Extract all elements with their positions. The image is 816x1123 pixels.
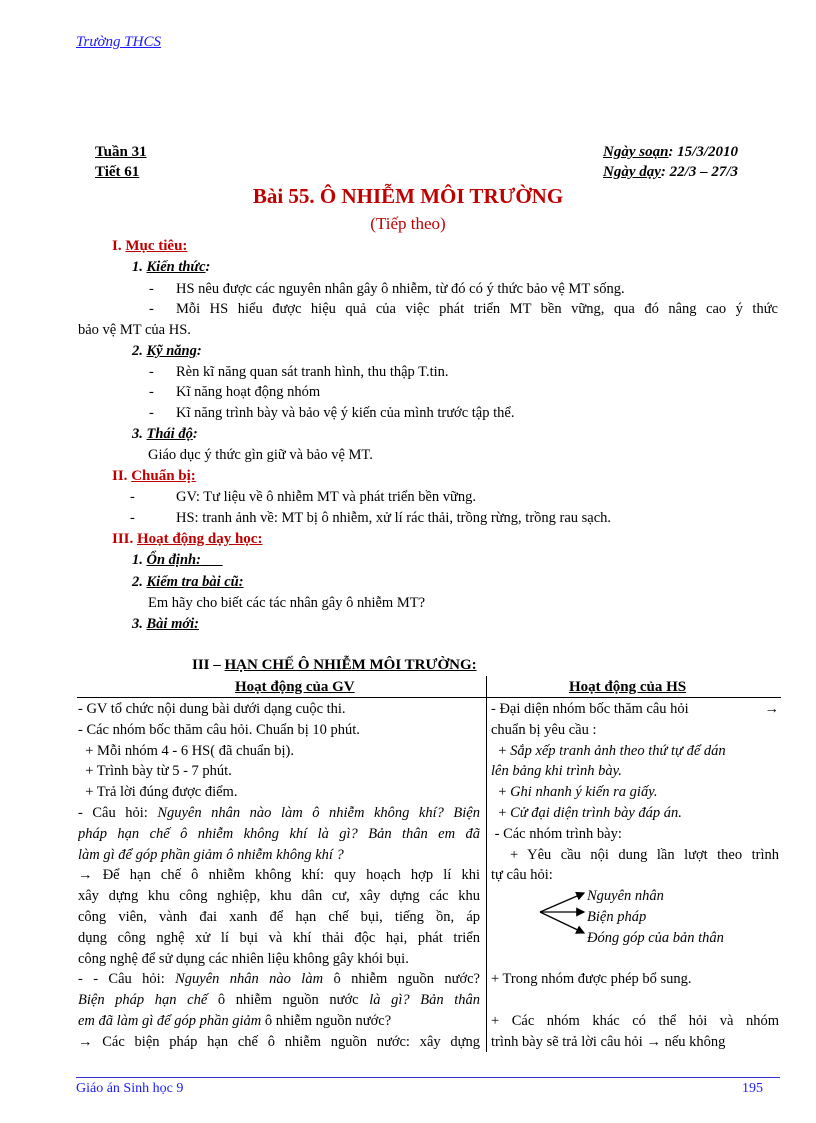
page-number: 195 bbox=[742, 1081, 763, 1096]
gv-line: + Trả lời đúng được điểm. bbox=[78, 784, 238, 801]
answer-text: Để hạn chế ô nhiễm không khí: quy hoạch hợp lí khi bbox=[102, 867, 480, 884]
branch-arrows-icon bbox=[536, 884, 596, 940]
part-label: HẠN CHẾ Ô NHIỄM MÔI TRƯỜNG: bbox=[224, 657, 477, 673]
section-2-heading bbox=[112, 468, 196, 485]
attitude-num: 3. bbox=[132, 426, 143, 442]
gv-answer-1-cont: công viên, vành đai xanh để hạn chế bụi, tiếng ồn, áp bbox=[78, 908, 480, 925]
dash-icon: - bbox=[149, 281, 154, 297]
question-text: Biện pháp hạn chế bbox=[78, 992, 218, 1009]
prep-item-2: HS: tranh ảnh về: MT bị ô nhiễm, xử lí rác thải, trồng rừng, trồng rau sạch. bbox=[176, 510, 612, 526]
prep-label: Ngày soạn bbox=[603, 144, 669, 160]
teach-label: Ngày dạy bbox=[603, 164, 661, 180]
hs-line bbox=[491, 782, 779, 803]
skills-num: 2. bbox=[132, 343, 143, 359]
new-lesson-label: Bài mới: bbox=[146, 616, 199, 632]
hs-line: + Các nhóm khác có thể hỏi và nhóm bbox=[491, 1012, 779, 1029]
knowledge-label: Kiến thức bbox=[146, 259, 206, 275]
arrow-contribution bbox=[540, 912, 584, 933]
table-header-hs: Hoạt động của HS bbox=[569, 679, 687, 695]
arrow-icon: → bbox=[764, 701, 779, 717]
question-prefix: - - Câu hỏi: bbox=[78, 971, 176, 988]
review-num: 2. bbox=[132, 574, 143, 590]
dash-icon: - bbox=[130, 510, 135, 526]
attitude-text: Giáo dục ý thức gìn giữ và bảo vệ MT. bbox=[148, 447, 373, 463]
footer-divider bbox=[76, 1077, 780, 1078]
knowledge-item-2: Mỗi HS hiểu được hiệu quả của việc phát triển MT bền vững, qua đó nâng cao ý thức bbox=[176, 301, 778, 317]
dash-icon: - bbox=[130, 489, 135, 505]
prep-date bbox=[603, 144, 738, 161]
dash-icon: - bbox=[149, 301, 154, 317]
week-label: Tuần 31 bbox=[95, 144, 147, 160]
section-3-num: III. bbox=[112, 531, 134, 547]
hs-branch-row bbox=[491, 928, 779, 949]
skills-label: Kỹ năng bbox=[146, 343, 197, 359]
footer-title: Giáo án Sinh học 9 bbox=[76, 1081, 184, 1096]
teach-date-value: : 22/3 – 27/3 bbox=[660, 164, 738, 180]
question-prefix: - Câu hỏi: bbox=[78, 804, 158, 821]
question-text: ô nhiễm nguồn nước bbox=[217, 992, 359, 1009]
skills-heading: 2. Kỹ năng: bbox=[132, 343, 202, 359]
hs-line: - Các nhóm trình bày: bbox=[491, 825, 622, 842]
hs-text: Sắp xếp tranh ảnh theo thứ tự để dán bbox=[510, 742, 726, 759]
prep-date-value: : 15/3/2010 bbox=[668, 144, 739, 160]
gv-answer-1-cont: dụng công nghệ xử lí bụi và khí thải độc hại, phát triển bbox=[78, 929, 480, 946]
skills-item-1: Rèn kĩ năng quan sát tranh hình, thu thập T.tin. bbox=[176, 364, 449, 380]
hs-line: chuẩn bị yêu cầu : bbox=[491, 721, 597, 738]
gv-line: - GV tổ chức nội dung bài dưới dạng cuộc thi. bbox=[78, 701, 346, 717]
plus-icon: + bbox=[498, 804, 507, 821]
hs-line bbox=[491, 990, 779, 1011]
gv-line: + Mỗi nhóm 4 - 6 HS( đã chuẩn bị). bbox=[78, 742, 294, 759]
hs-text: Ghi nhanh ý kiến ra giấy. bbox=[510, 784, 658, 801]
table-column-divider bbox=[486, 676, 487, 1052]
hs-line bbox=[491, 699, 779, 720]
gv-question-2 bbox=[78, 969, 480, 990]
hs-text: - Đại diện nhóm bốc thăm câu hỏi bbox=[491, 701, 689, 717]
gv-question-1-cont: làm gì để góp phần giảm ô nhiễm không khí ? bbox=[78, 846, 344, 863]
question-text: ô nhiễm nguồn nước? bbox=[264, 1012, 392, 1029]
review-label: Kiểm tra bài cũ: bbox=[146, 574, 244, 590]
question-text: Nguyên nhân nào làm bbox=[175, 971, 334, 988]
gv-question-1 bbox=[78, 803, 480, 824]
skills-item-3: Kĩ năng trình bày và bảo vệ ý kiến của mình trước tập thể. bbox=[176, 405, 515, 421]
gv-question-1-cont: pháp hạn chế ô nhiễm không khí là gì? Bản thân em đã bbox=[78, 825, 480, 842]
section-3-label: Hoạt động dạy học: bbox=[137, 531, 263, 547]
answer-text: Các biện pháp hạn chế ô nhiễm nguồn nước: xây dựng bbox=[102, 1033, 480, 1050]
table-header-divider bbox=[77, 697, 781, 698]
arrow-icon: → bbox=[78, 1033, 93, 1050]
attitude-label: Thái độ bbox=[146, 426, 193, 442]
section-1-label: Mục tiêu: bbox=[125, 238, 188, 254]
lesson-title: Bài 55. Ô NHIỄM MÔI TRƯỜNG bbox=[252, 184, 564, 208]
gv-question-2-cont bbox=[78, 1011, 480, 1032]
hs-text: trình bày sẽ trả lời câu hỏi bbox=[491, 1033, 643, 1050]
skills-item-2: Kĩ năng hoạt động nhóm bbox=[176, 384, 321, 400]
part-heading bbox=[192, 657, 477, 674]
hs-line bbox=[491, 1032, 779, 1053]
hs-line: lên bảng khi trình bày. bbox=[491, 763, 622, 780]
knowledge-heading: 1. Kiến thức: bbox=[132, 259, 211, 275]
hs-line: tự câu hỏi: bbox=[491, 867, 553, 884]
section-2-num: II. bbox=[112, 468, 128, 484]
question-text: ô nhiễm nguồn nước? bbox=[333, 971, 480, 988]
section-3-heading bbox=[112, 531, 262, 548]
branch-cause: Nguyên nhân bbox=[587, 888, 664, 905]
knowledge-item-2-cont: bảo vệ MT của HS. bbox=[78, 322, 191, 338]
review-question: Em hãy cho biết các tác nhân gây ô nhiễm MT? bbox=[148, 595, 426, 611]
section-1-num: I. bbox=[112, 238, 122, 254]
question-text: em đã làm gì để góp phần giảm bbox=[78, 1012, 265, 1029]
dash-icon: - bbox=[149, 384, 154, 400]
review-heading bbox=[132, 574, 244, 591]
plus-icon: + bbox=[498, 742, 507, 759]
arrow-cause bbox=[540, 893, 584, 912]
arrow-icon: → bbox=[646, 1033, 661, 1050]
school-name: Trường THCS bbox=[76, 34, 161, 50]
plus-icon: + bbox=[498, 784, 507, 801]
stabilize-num: 1. bbox=[132, 552, 143, 568]
gv-line: + Trình bày từ 5 - 7 phút. bbox=[78, 763, 232, 780]
section-1-heading bbox=[112, 238, 187, 255]
hs-text: Cử đại diện trình bày đáp án. bbox=[510, 804, 682, 821]
gv-question-2-cont bbox=[78, 990, 480, 1011]
stabilize-label: Ổn định: bbox=[146, 552, 201, 568]
attitude-heading: 3. Thái độ: bbox=[132, 426, 198, 442]
gv-answer-1-cont: xây dựng khu công nghiệp, khu dân cư, xây dựng các khu bbox=[78, 888, 480, 905]
dash-icon: - bbox=[149, 405, 154, 421]
hs-branch-row bbox=[491, 886, 779, 907]
knowledge-num: 1. bbox=[132, 259, 143, 275]
part-prefix: III – bbox=[192, 657, 225, 673]
hs-line bbox=[491, 741, 779, 762]
hs-line bbox=[491, 949, 779, 970]
lesson-subtitle: (Tiếp theo) bbox=[370, 214, 446, 233]
question-text: là gì? Bản thân bbox=[358, 992, 480, 1009]
period-label: Tiết 61 bbox=[95, 164, 140, 180]
hs-line: + Yêu cầu nội dung lần lượt theo trình bbox=[491, 846, 779, 863]
hs-line: + Trong nhóm được phép bổ sung. bbox=[491, 971, 692, 988]
arrow-icon: → bbox=[78, 867, 93, 884]
hs-text: nếu không bbox=[664, 1033, 726, 1050]
gv-answer-1 bbox=[78, 865, 480, 886]
hs-column bbox=[491, 699, 779, 1053]
section-2-label: Chuẩn bị: bbox=[131, 468, 196, 484]
table-header-gv: Hoạt động của GV bbox=[235, 679, 355, 695]
branch-solution: Biện pháp bbox=[587, 908, 647, 925]
teach-date bbox=[603, 164, 738, 181]
branch-contribution: Đóng góp của bản thân bbox=[587, 929, 724, 946]
new-lesson-num: 3. bbox=[132, 616, 143, 632]
question-text: Nguyên nhân nào làm ô nhiễm không khí? Biện bbox=[157, 804, 480, 821]
gv-answer-1-cont: công nghệ để sử dụng các nhiên liệu không gây khói bụi. bbox=[78, 950, 409, 967]
hs-branch-row bbox=[491, 907, 779, 928]
prep-item-1: GV: Tư liệu về ô nhiễm MT và phát triển bền vững. bbox=[176, 489, 477, 505]
hs-line bbox=[491, 803, 779, 824]
gv-line: - Các nhóm bốc thăm câu hỏi. Chuẩn bị 10 phút. bbox=[78, 721, 360, 738]
gv-answer-2 bbox=[78, 1032, 480, 1053]
new-lesson-heading bbox=[132, 616, 199, 633]
dash-icon: - bbox=[149, 364, 154, 380]
stabilize-heading bbox=[132, 552, 223, 569]
gv-column bbox=[78, 699, 480, 1053]
knowledge-item-1: HS nêu được các nguyên nhân gây ô nhiễm, từ đó có ý thức bảo vệ MT sống. bbox=[176, 281, 625, 297]
